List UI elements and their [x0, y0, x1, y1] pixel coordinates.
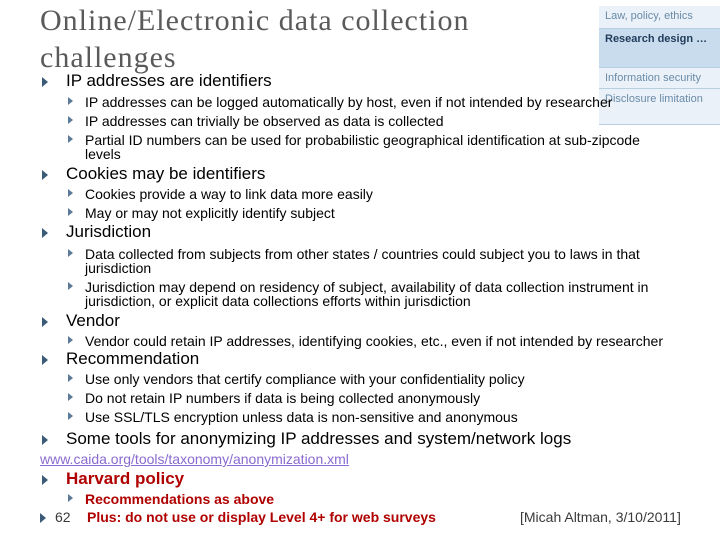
bullet-arrow-icon [42, 435, 48, 445]
bullet-arrow-icon [42, 317, 48, 327]
bullet-text: IP addresses can trivially be observed as data is collected [85, 113, 444, 129]
bullet-text: Cookies may be identifiers [66, 164, 266, 183]
bullet-arrow-icon [68, 97, 73, 105]
title-line-2: challenges [40, 41, 177, 74]
list-item [42, 312, 120, 330]
citation: [Micah Altman, 3/10/2011] [520, 509, 681, 525]
bullet-arrow-icon [68, 393, 73, 401]
bullet-text: Vendor could retain IP addresses, identifying cookies, etc., even if not intended by researcher [85, 333, 663, 349]
harvard-policy-note: Plus: do not use or display Level 4+ for web surveys [87, 509, 436, 525]
slide-title [40, 2, 580, 76]
bullet-text: Jurisdiction [66, 222, 152, 241]
bullet-text: May or may not explicitly identify subject [85, 205, 335, 221]
bullet-text: Use only vendors that certify compliance with your confidentiality policy [85, 371, 525, 387]
list-item [68, 280, 648, 308]
slide-footer [0, 509, 728, 531]
bullet-text: Do not retain IP numbers if data is being collected anonymously [85, 390, 481, 406]
list-item [68, 372, 525, 386]
bullet-text: Partial ID numbers can be used for probabilistic geographical identification at sub-zipcode levels [85, 132, 640, 162]
nav-item-information-security[interactable]: Information security [599, 68, 720, 89]
bullet-arrow-icon [68, 412, 73, 420]
bullet-text: Jurisdiction may depend on residency of subject, availability of data collection instrument in jurisdiction, or explicit data collections efforts within jurisdiction [85, 279, 649, 309]
bullet-arrow-icon [68, 249, 73, 257]
list-item [42, 350, 199, 368]
section-nav [599, 6, 720, 125]
bullet-arrow-icon [68, 282, 73, 290]
bullet-arrow-icon [68, 116, 73, 124]
bullet-arrow-icon [42, 475, 48, 485]
list-item [68, 187, 373, 201]
bullet-text: Data collected from subjects from other states / countries could subject you to laws in that jurisdiction [85, 246, 640, 276]
bullet-arrow-icon [68, 336, 73, 344]
list-item [68, 133, 640, 161]
list-item [68, 492, 274, 506]
bullet-text: IP addresses are identifiers [66, 71, 272, 90]
bullet-text: Use SSL/TLS encryption unless data is non-sensitive and anonymous [85, 409, 518, 425]
bullet-text: Some tools for anonymizing IP addresses and system/network logs [66, 429, 572, 448]
bullet-arrow-icon [68, 208, 73, 216]
list-item [42, 470, 184, 488]
list-item [68, 95, 612, 109]
list-item [68, 334, 663, 348]
bullet-arrow-icon [42, 355, 48, 365]
bullet-text: Harvard policy [66, 469, 185, 488]
footer-marker-icon [40, 513, 46, 523]
nav-item-disclosure-limitation[interactable]: Disclosure limitation [599, 89, 720, 125]
bullet-arrow-icon [42, 228, 48, 238]
bullet-arrow-icon [68, 494, 73, 502]
page-number: 62 [55, 509, 71, 525]
list-item [42, 165, 265, 183]
list-item [68, 391, 480, 405]
title-line-1: Online/Electronic data collection [40, 4, 470, 37]
list-item [68, 410, 518, 424]
list-item [68, 206, 335, 220]
bullet-text: Vendor [66, 311, 120, 330]
bullet-text: Cookies provide a way to link data more easily [85, 186, 373, 202]
bullet-arrow-icon [42, 77, 48, 87]
list-item [42, 430, 571, 448]
nav-item-law-policy-ethics[interactable]: Law, policy, ethics [599, 6, 720, 29]
list-item [68, 114, 444, 128]
bullet-text: Recommendation [66, 349, 200, 368]
bullet-arrow-icon [42, 170, 48, 180]
anonymization-tools-link[interactable]: www.caida.org/tools/taxonomy/anonymization.xml [40, 451, 349, 467]
bullet-arrow-icon [68, 374, 73, 382]
list-item [42, 223, 151, 241]
nav-item-research-design[interactable]: Research design … [599, 29, 720, 68]
list-item [68, 247, 640, 275]
bullet-arrow-icon [68, 135, 73, 143]
bullet-text: Recommendations as above [85, 491, 275, 507]
bullet-text: IP addresses can be logged automatically by host, even if not intended by researcher [85, 94, 613, 110]
list-item [42, 72, 272, 90]
bullet-arrow-icon [68, 189, 73, 197]
